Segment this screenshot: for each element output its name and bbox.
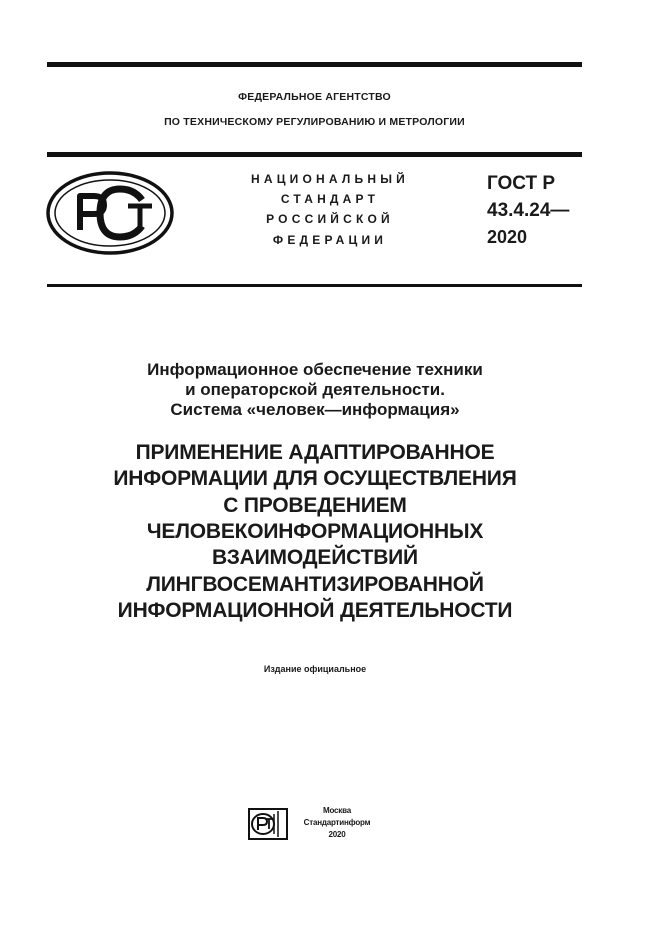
designation-rule <box>47 284 582 287</box>
top-rule <box>47 62 582 67</box>
title-line1: ПРИМЕНЕНИЕ АДАПТИРОВАННОЕ <box>135 441 495 464</box>
agency-name-line2: ПО ТЕХНИЧЕСКОМУ РЕГУЛИРОВАНИЮ И МЕТРОЛОГИИ <box>164 116 465 128</box>
standard-type-line4: ФЕДЕРАЦИИ <box>272 233 388 247</box>
subtitle-line2: и операторской деятельности. <box>185 380 445 399</box>
title-line3: С ПРОВЕДЕНИЕМ <box>223 494 407 517</box>
standard-type-line3: РОССИЙСКОЙ <box>266 212 394 226</box>
standard-type-line2: СТАНДАРТ <box>280 192 380 206</box>
title-line6: ЛИНГВОСЕМАНТИЗИРОВАННОЙ <box>146 573 484 596</box>
publisher-city: Москва <box>323 806 351 815</box>
header-rule <box>47 152 582 157</box>
title-line4: ЧЕЛОВЕКОИНФОРМАЦИОННЫХ <box>146 520 484 543</box>
agency-name-line1: ФЕДЕРАЛЬНОЕ АГЕНТСТВО <box>238 91 391 103</box>
standard-type-line1: НАЦИОНАЛЬНЫЙ <box>250 172 410 186</box>
subtitle-line1: Информационное обеспечение техники <box>147 360 483 379</box>
title-line7: ИНФОРМАЦИОННОЙ ДЕЯТЕЛЬНОСТИ <box>117 599 513 622</box>
publisher-logo-icon <box>248 808 288 840</box>
publisher-name: Стандартинформ <box>303 818 371 827</box>
gost-designation-line2: 43.4.24— <box>487 200 570 221</box>
rst-logo-icon <box>44 170 176 256</box>
gost-designation-line3: 2020 <box>487 227 528 247</box>
edition-label: Издание официальное <box>263 664 367 674</box>
subtitle-line3: Система «человек—информация» <box>170 400 460 419</box>
publisher-year: 2020 <box>328 830 346 839</box>
title-line2: ИНФОРМАЦИИ ДЛЯ ОСУЩЕСТВЛЕНИЯ <box>113 467 517 490</box>
title-line5: ВЗАИМОДЕЙСТВИЙ <box>212 546 418 569</box>
gost-designation-line1: ГОСТ Р <box>487 173 556 194</box>
